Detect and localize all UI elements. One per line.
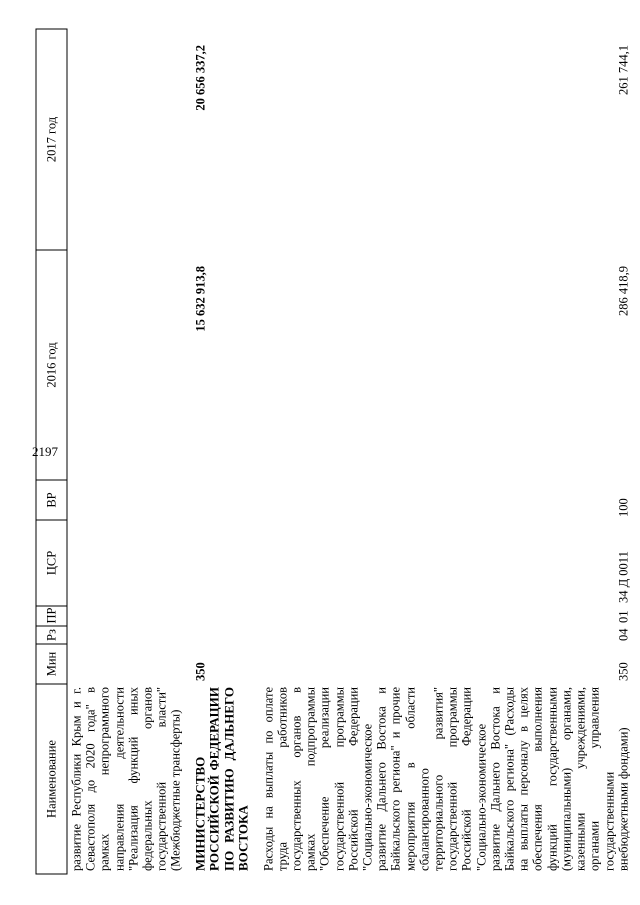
row-name: Расходы на выплаты по оплате труда работников государственных органов в рамках подпрограммы "Обеспечение реализации государственной программы Российской Федерации "Социально-экономическое развитие Дальнего Востока и Байкальского региона" и прочие мероприятия в области сбалансированного территориального развития" государственной программы Российской Федерации "Социально-экономическое развитие Дальнего Востока и Байкальского региона" (Расходы на выплаты персоналу в целях обеспечения выполнения функций государственными (муниципальными) органами, казенными учреждениями, органами управления государственными внебюджетными фондами) <box>261 687 631 871</box>
row-csr: 34 Д 0011 <box>616 551 631 603</box>
row-csr <box>67 520 185 606</box>
row-2017 <box>67 29 185 250</box>
page-number: 2197 <box>32 444 58 459</box>
row-vr <box>185 480 253 520</box>
row-vr <box>67 480 185 520</box>
header-rz: Рз <box>36 626 67 644</box>
header-min: Мин <box>36 644 67 684</box>
table-row <box>67 29 185 874</box>
table-row <box>185 29 253 874</box>
row-rz <box>185 626 253 644</box>
row-min: 350 <box>193 662 208 681</box>
row-2017: 20 656 337,2 <box>193 45 208 111</box>
row-csr <box>185 520 253 606</box>
row-min: 350 <box>616 662 631 681</box>
row-min <box>67 644 185 684</box>
row-pr <box>67 606 185 626</box>
header-pr: ПР <box>36 606 67 626</box>
row-name: развитие Республики Крым и г. Севастополя до 2020 года" в рамках непрограммного направления деятельности "Реализация функций иных федеральных органов государственной власти" (Межбюджетные трансферты) <box>69 687 183 871</box>
budget-table-sheet <box>36 30 631 875</box>
budget-table <box>36 29 633 875</box>
row-2016: 15 632 913,8 <box>193 266 208 332</box>
table-row <box>253 29 632 874</box>
header-2017: 2017 год <box>36 29 67 250</box>
header-2016: 2016 год <box>36 250 67 480</box>
header-vr: ВР <box>36 480 67 520</box>
header-csr: ЦСР <box>36 520 67 606</box>
ministry-name: МИНИСТЕРСТВО РОССИЙСКОЙ ФЕДЕРАЦИИ ПО РАЗВИТИЮ ДАЛЬНЕГО ВОСТОКА <box>192 687 251 871</box>
row-2016 <box>67 250 185 480</box>
row-rz <box>67 626 185 644</box>
row-pr <box>185 606 253 626</box>
row-2016: 286 418,9 <box>616 266 631 316</box>
row-pr: 01 <box>616 610 631 623</box>
header-name: Наименование <box>36 684 67 874</box>
row-2017: 261 744,1 <box>616 45 631 95</box>
row-rz: 04 <box>616 628 631 641</box>
row-vr: 100 <box>616 498 631 517</box>
table-header-row <box>36 29 67 874</box>
